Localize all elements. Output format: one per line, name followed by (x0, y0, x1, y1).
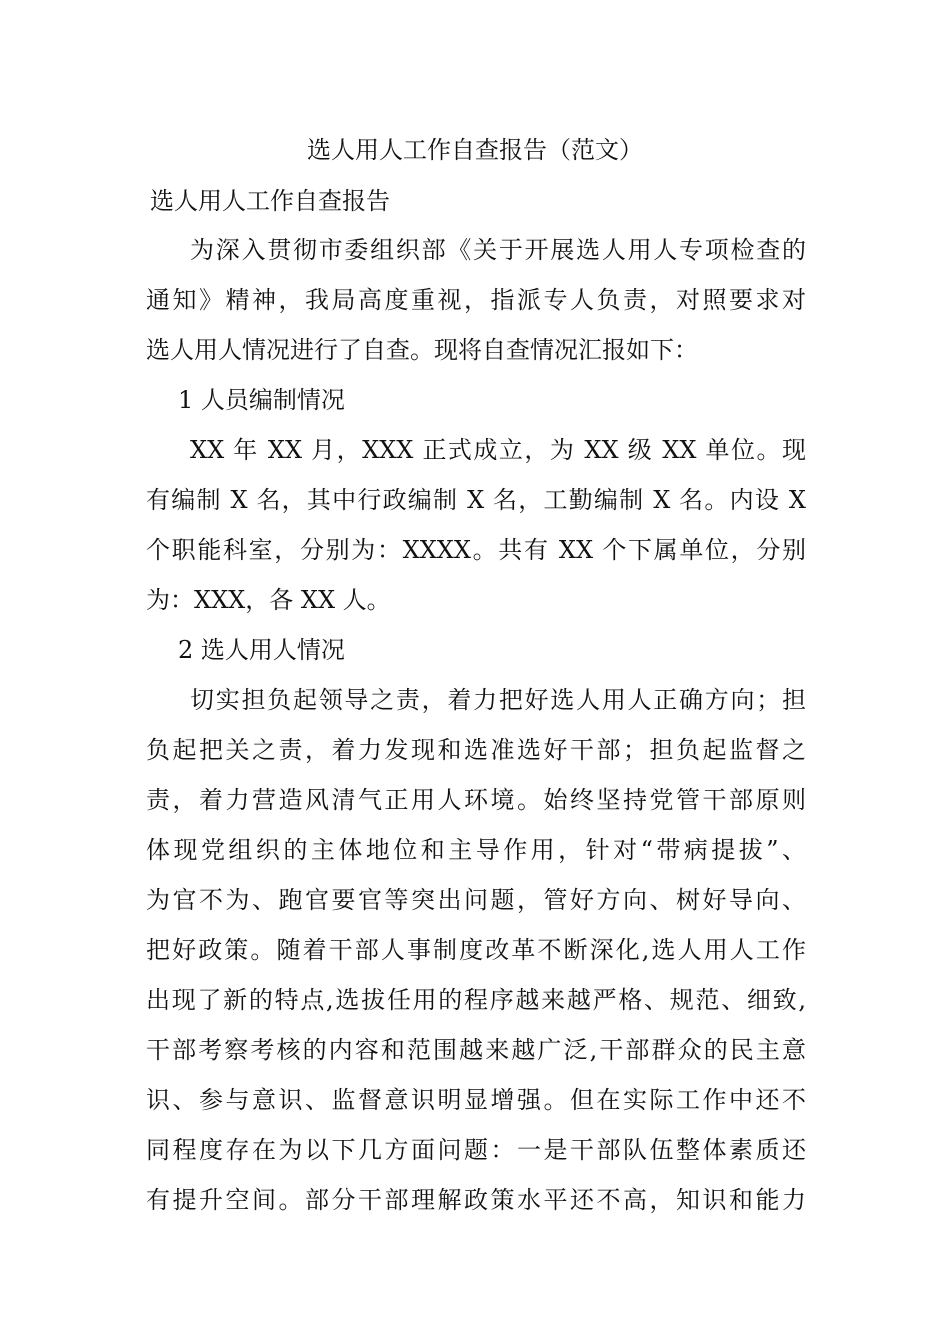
document-subtitle: 选人用人工作自查报告 (150, 187, 390, 215)
paragraph-line: 干部考察考核的内容和范围越来越广泛,干部群众的民主意 (146, 1036, 806, 1064)
paragraph-line: 有提升空间。部分干部理解政策水平还不高，知识和能力 (146, 1186, 806, 1214)
paragraph-line: 通知》精神，我局高度重视，指派专人负责，对照要求对 (146, 286, 806, 314)
paragraph-line: 为：XXX，各 XX 人。 (146, 586, 391, 614)
paragraph-line: 选人用人情况进行了自查。现将自查情况汇报如下： (146, 336, 698, 364)
paragraph-line: 负起把关之责，着力发现和选准选好干部；担负起监督之 (146, 736, 806, 764)
paragraph-line: 识、参与意识、监督意识明显增强。但在实际工作中还不 (146, 1086, 806, 1114)
document-title: 选人用人工作自查报告（范文） (307, 136, 643, 164)
paragraph-line: 为官不为、跑官要官等突出问题，管好方向、树好导向、 (146, 886, 806, 914)
paragraph-line: 把好政策。随着干部人事制度改革不断深化,选人用人工作 (146, 936, 806, 964)
paragraph-line: 责，着力营造风清气正用人环境。始终坚持党管干部原则 (146, 786, 806, 814)
paragraph-line: 出现了新的特点,选拔任用的程序越来越严格、规范、细致, (146, 986, 806, 1014)
section-heading: 2 选人用人情况 (178, 636, 345, 664)
paragraph-line: 个职能科室，分别为：XXXX。共有 XX 个下属单位，分别 (146, 536, 806, 564)
section-heading: 1 人员编制情况 (178, 386, 345, 414)
paragraph-line: XX 年 XX 月，XXX 正式成立，为 XX 级 XX 单位。现 (190, 436, 806, 464)
paragraph-line: 切实担负起领导之责，着力把好选人用人正确方向；担 (190, 686, 806, 714)
paragraph-line: 有编制 X 名，其中行政编制 X 名，工勤编制 X 名。内设 X (146, 486, 806, 514)
paragraph-line: 体现党组织的主体地位和主导作用，针对“带病提拔”、 (146, 836, 806, 864)
paragraph-line: 为深入贯彻市委组织部《关于开展选人用人专项检查的 (190, 236, 806, 264)
paragraph-line: 同程度存在为以下几方面问题：一是干部队伍整体素质还 (146, 1136, 806, 1164)
